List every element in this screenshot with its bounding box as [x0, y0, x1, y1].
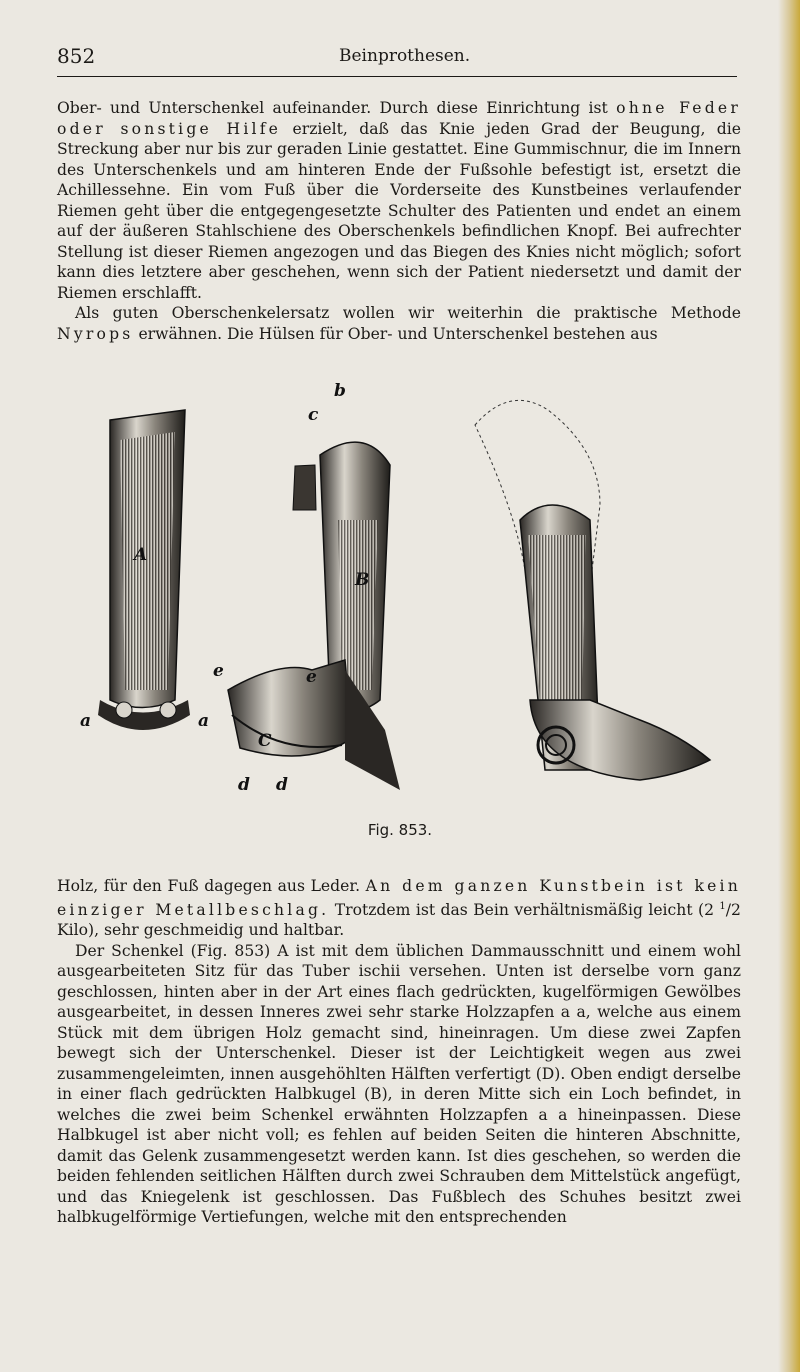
paragraph: [57, 98, 741, 303]
lower-leg-drawing: [228, 442, 400, 790]
figure-label-e-right: e: [306, 667, 317, 687]
text-run: Der Schenkel (Fig. 853) A ist mit dem üblichen Dammausschnitt und einem wohl ausgearbeiteten Sitz für das Tuber ischii versehen. Unten ist derselbe vorn ganz geschlossen, hinten aber in der Art eines flach gedrückten, kugelförmigen Gewölbes ausgearbeitet, in dessen Inneres zwei sehr starke Holzzapfen a a, welche aus einem Stück mit dem übrigen Holz gemacht sind, hineinragen. Um diese zwei Zapfen bewegt sich der Unterschenkel. Dieser ist der Leichtigkeit wegen aus zwei zusammengeleimten, innen ausgehöhlten Hälften verfertigt (D). Oben endigt derselbe in einer flach gedrückten Halbkugel (B), in deren Mitte sich ein Loch befindet, in welches die zwei beim Schenkel erwähnten Holzzapfen a a hineinpassen. Diese Halbkugel ist aber nicht voll; es fehlen auf beiden Seiten die hinteren Abschnitte, damit das Gelenk zusammengesetzt werden kann. Ist dies geschehen, so werden die beiden fehlenden seitlichen Hälften durch zwei Schrauben dem Mittelstück angefügt, und das Kniegelenk ist geschlossen. Das Fußblech des Schuhes besitzt zwei halbkugelförmige Vertiefungen, welche mit den entsprechenden: [57, 941, 741, 1227]
figure-label-a-left: a: [80, 711, 92, 731]
assembled-leg-drawing: [475, 400, 710, 780]
text-run: Als guten Oberschenkelersatz wollen wir weiterhin die praktische Methode: [75, 304, 741, 322]
paragraph: [57, 941, 741, 1228]
header-rule: [57, 76, 737, 77]
figure-853-illustration: [80, 370, 720, 802]
figure-label-a-right: a: [198, 711, 210, 731]
figure-caption: Fig. 853.: [367, 821, 433, 839]
figure-label-B: B: [355, 570, 370, 590]
figure-label-d-right: d: [276, 775, 288, 795]
figure-label-c: c: [308, 405, 319, 425]
text-run: 1: [719, 900, 726, 912]
text-run: Nyrops: [57, 324, 134, 343]
paragraph: [57, 876, 741, 941]
figure-label-A: A: [134, 545, 148, 565]
figure-label-e-left: e: [213, 661, 224, 681]
text-run: erwähnen. Die Hülsen für Ober- und Unterschenkel bestehen aus: [133, 324, 658, 343]
text-run: Ober- und Unterschenkel aufeinander. Durch diese Einrichtung ist: [57, 99, 617, 117]
bottom-text-block: [57, 876, 741, 1228]
running-title: Beinprothesen.: [339, 46, 471, 66]
top-text-block: [57, 98, 741, 344]
page-edge: [778, 0, 800, 1372]
page-number: 852: [57, 44, 96, 68]
text-run: erzielt, daß das Knie jeden Grad der Beugung, die Streckung aber nur bis zur geraden Linie gestattet. Eine Gummischnur, die im Innern des Unterschenkels und am hinteren Ende der Fußsohle befestigt ist, ersetzt die Achillessehne. Ein vom Fuß über die Vorderseite des Kunstbeines verlaufender Riemen geht über die entgegengesetzte Schulter des Patienten und endet an einem auf der äußeren Stahlschiene des Oberschenkels befindlichen Knopf. Bei aufrechter Stellung ist dieser Riemen angezogen und das Biegen des Knies nicht möglich; sofort kann dies letztere aber geschehen, wenn sich der Patient niedersetzt und damit der Riemen erschlafft.: [57, 119, 741, 302]
text-run: /2 Kilo), sehr geschmeidig und haltbar.: [57, 900, 741, 940]
paragraph: [57, 303, 741, 344]
text-run: Holz, für den Fuß dagegen aus Leder.: [57, 877, 366, 895]
text-run: An dem ganzen Kunstbein ist kein einziger Metallbeschlag.: [57, 877, 741, 919]
figure-label-b: b: [334, 381, 346, 401]
thigh-shell-drawing: [98, 410, 190, 730]
page-header: [57, 44, 737, 74]
figure-label-C: C: [258, 731, 272, 751]
figure-label-d-left: d: [238, 775, 250, 795]
text-run: ohne Feder oder sonstige Hilfe: [57, 99, 741, 138]
text-run: Trotzdem ist das Bein verhältnismäßig leicht (2: [329, 900, 720, 919]
